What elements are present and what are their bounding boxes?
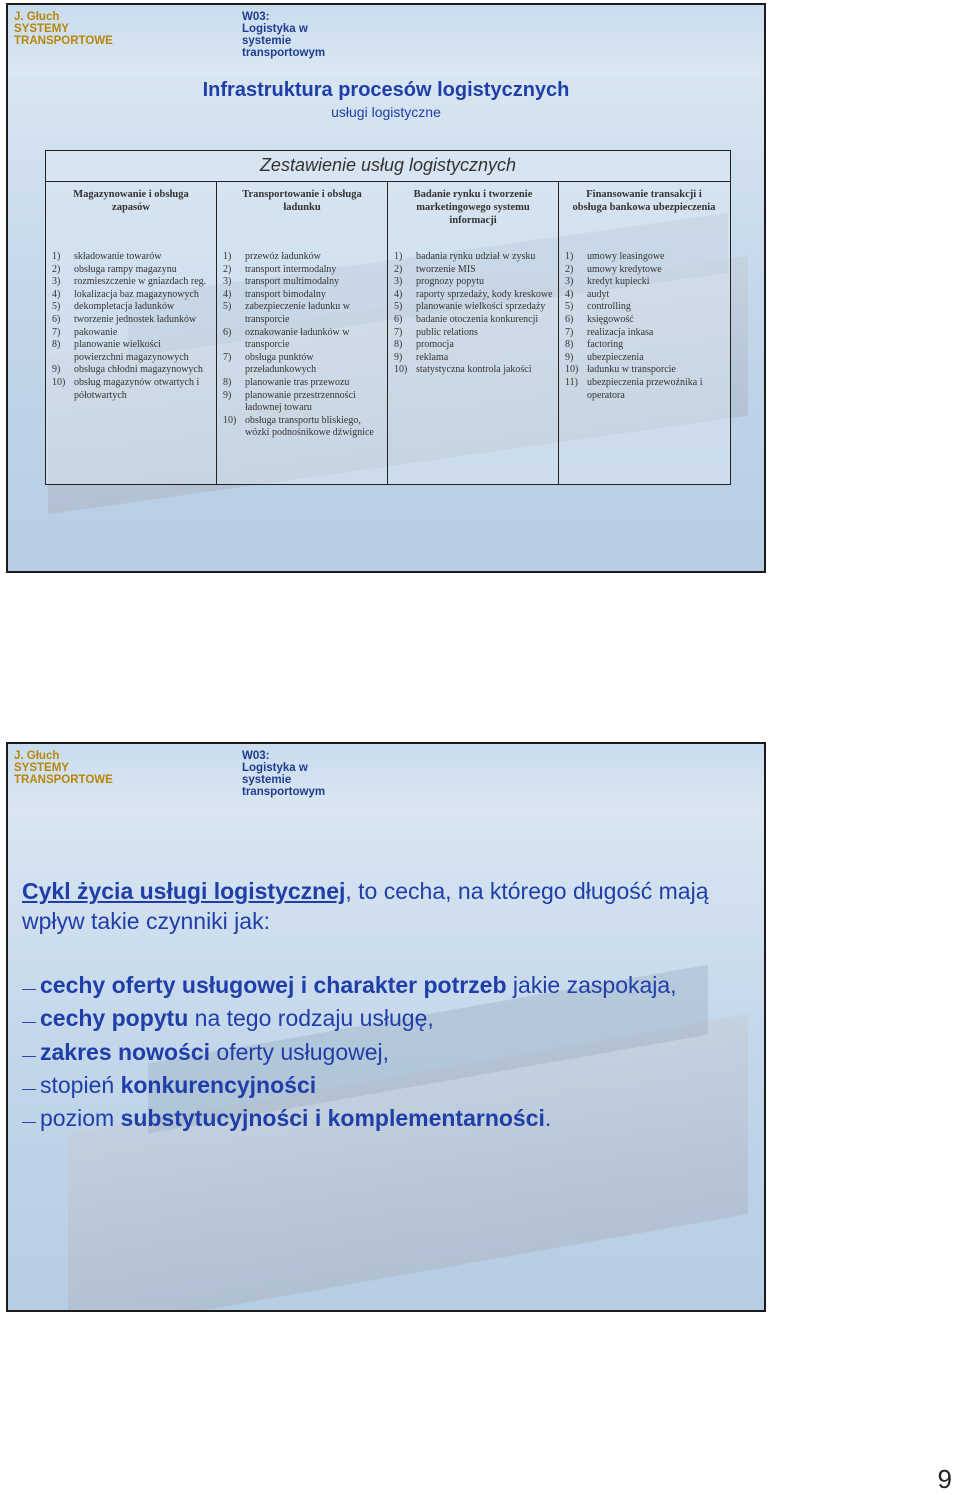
- background-sky: [8, 744, 764, 814]
- dash-bullet-icon: —: [22, 980, 36, 996]
- list-item: 8) planowanie tras przewozu: [223, 376, 350, 388]
- slide-title: Infrastruktura procesów logistycznych: [202, 79, 570, 101]
- list-item: 4) transport bimodalny: [223, 288, 326, 300]
- list-item: 4) audyt: [565, 288, 610, 300]
- list-item: 9) ubezpieczenia: [565, 351, 644, 363]
- service-list: [388, 251, 558, 377]
- list-item: 7) pakowanie: [52, 326, 118, 338]
- list-item: — zakres nowości oferty usługowej,: [22, 1037, 762, 1070]
- intro-text: , to cecha, na którego długość mają wpływ takie czynniki jak:: [22, 878, 709, 934]
- list-item: 4) raporty sprzedaży, kody kreskowe: [394, 288, 553, 300]
- list-item: 10) ładunku w transporcie: [565, 364, 676, 376]
- service-list: [217, 251, 387, 440]
- dash-bullet-icon: —: [22, 1013, 36, 1030]
- list-item: 1) składowanie towarów: [52, 251, 162, 262]
- service-list: [559, 251, 729, 402]
- list-item: 3) prognozy popytu: [394, 276, 485, 288]
- list-item: 6) oznakowanie ładunków w transporcie: [223, 326, 350, 351]
- intro-term: Cykl życia usługi logistycznej: [22, 878, 346, 904]
- list-item: 10) obsługa transportu bliskiego, wózki podnośnikowe dźwignice: [223, 414, 374, 439]
- list-item: 3) kredyt kupiecki: [565, 276, 650, 288]
- service-list: [46, 251, 216, 402]
- list-item: 6) tworzenie jednostek ładunków: [52, 313, 197, 325]
- list-item: 9) planowanie przestrzenności ładownej towaru: [223, 389, 356, 414]
- list-item: 8) planowanie wielkości powierzchni magazynowych: [52, 339, 189, 363]
- slide-1: [6, 3, 766, 573]
- column-header: Badanie rynku i tworzenie marketingowego systemu informacji: [413, 189, 533, 226]
- table-caption: Zestawienie usług logistycznych: [46, 155, 730, 182]
- list-item: 5) controlling: [565, 301, 631, 313]
- slide-2: [6, 742, 766, 1312]
- page-number: 9: [937, 1464, 952, 1494]
- dash-bullet-icon: —: [22, 1113, 36, 1130]
- slide-subtitle: usługi logistyczne: [331, 104, 441, 120]
- list-item: 7) realizacja inkasa: [565, 326, 654, 338]
- list-item: 10) statystyczna kontrola jakości: [394, 364, 532, 376]
- column-header: Transportowanie i obsługa ładunku: [242, 189, 362, 213]
- list-item: 1) umowy leasingowe: [565, 251, 665, 262]
- list-item: 9) reklama: [394, 351, 449, 363]
- list-item: 6) badanie otoczenia konkurencji: [394, 313, 539, 325]
- table-column-finance: [559, 182, 729, 401]
- list-item: 5) planowanie wielkości sprzedaży: [394, 301, 546, 313]
- column-header: Finansowanie transakcji i obsługa bankowa ubezpieczenia: [572, 189, 716, 213]
- author-label: J. Głuch SYSTEMY TRANSPORTOWE: [14, 11, 113, 47]
- list-item: 2) transport intermodalny: [223, 263, 337, 275]
- list-item: 6) księgowość: [565, 313, 634, 325]
- table-column-market-research: [388, 182, 558, 376]
- author-label: J. Głuch SYSTEMY TRANSPORTOWE: [14, 750, 113, 786]
- course-label: W03: Logistyka w systemie transportowym: [242, 11, 326, 59]
- list-item: 8) promocja: [394, 339, 454, 351]
- list-item: 8) factoring: [565, 339, 624, 351]
- intro-paragraph: [22, 876, 752, 936]
- list-item: 10) obsług magazynów otwartych i półotwartych: [52, 376, 200, 401]
- list-item: — cechy oferty usługowej i charakter potrzeb jakie zaspokaja,: [22, 970, 762, 1003]
- list-item: — poziom substytucyjności i komplementarności.: [22, 1103, 762, 1136]
- table-column-warehousing: [46, 182, 216, 401]
- list-item: — stopień konkurencyjności: [22, 1070, 762, 1103]
- list-item: 9) obsługa chłodni magazynowych: [52, 364, 203, 376]
- list-item: 3) transport multimodalny: [223, 276, 340, 288]
- list-item: 11) ubezpieczenia przewoźnika i operatora: [565, 376, 703, 401]
- list-item: 1) przewóz ładunków: [223, 251, 321, 262]
- list-item: — cechy popytu na tego rodzaju usługę,: [22, 1003, 762, 1036]
- column-header: Magazynowanie i obsługa zapasów: [73, 189, 189, 213]
- table-column-transport: [217, 182, 387, 439]
- list-item: 2) obsługa rampy magazynu: [52, 263, 177, 275]
- services-table: [45, 150, 731, 485]
- list-item: 7) obsługa punktów przeładunkowych: [223, 351, 317, 376]
- factor-list: [22, 970, 762, 1136]
- dash-bullet-icon: —: [22, 1046, 36, 1063]
- list-item: 1) badania rynku udział w zysku: [394, 251, 536, 262]
- list-item: 3) rozmieszczenie w gniazdach reg.: [52, 276, 207, 288]
- list-item: 4) lokalizacja baz magazynowych: [52, 288, 199, 300]
- course-label: W03: Logistyka w systemie transportowym: [242, 750, 326, 798]
- list-item: 7) public relations: [394, 326, 478, 338]
- list-item: 5) dekompletacja ładunków: [52, 301, 175, 313]
- list-item: 2) tworzenie MIS: [394, 263, 476, 275]
- list-item: 2) umowy kredytowe: [565, 263, 662, 275]
- dash-bullet-icon: —: [22, 1079, 36, 1096]
- list-item: 5) zabezpieczenie ładunku w transporcie: [223, 301, 350, 325]
- background-sky: [8, 5, 764, 75]
